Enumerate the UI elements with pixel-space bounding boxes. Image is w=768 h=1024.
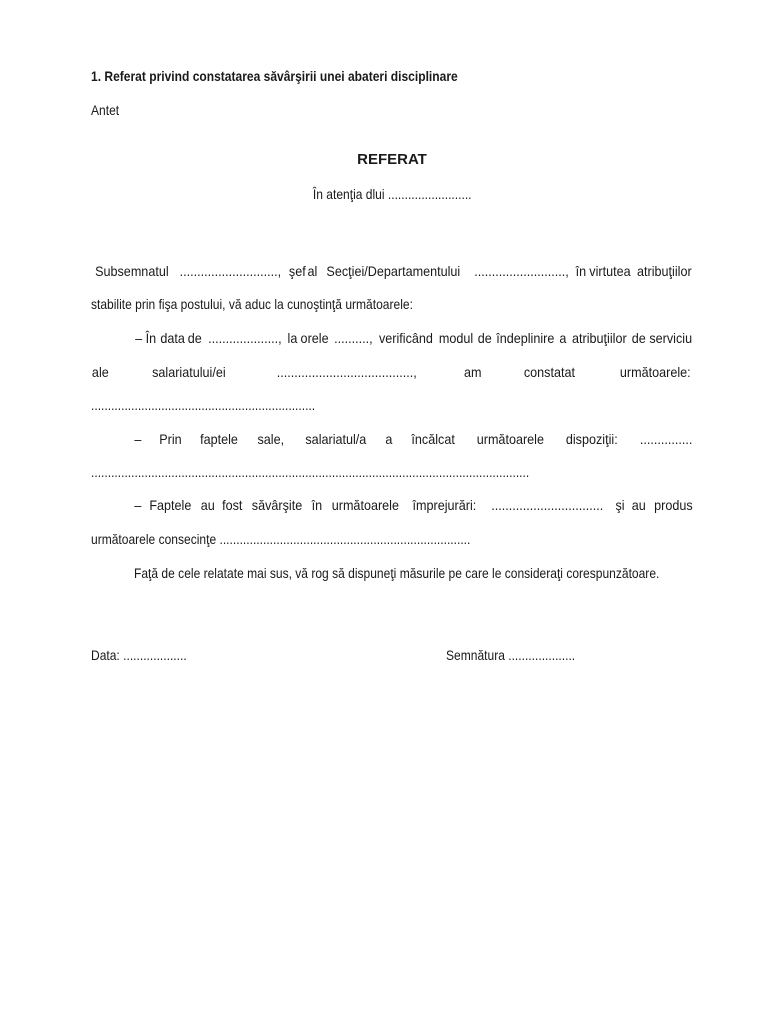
word: Prin: [158, 431, 182, 447]
letterhead-placeholder: Antet: [91, 102, 120, 118]
word: virtutea: [589, 263, 632, 279]
para1-line2: stabilite prin fişa postului, vă aduc la cunoştinţă următoarele:: [91, 296, 413, 312]
item3-line1: [134, 496, 695, 514]
word: ...............: [639, 431, 692, 447]
closing-sentence: Faţă de cele relatate mai sus, vă rog să dispuneţi măsurile pe care le consideraţi corespunzătoare.: [134, 565, 660, 581]
item2-line1: [134, 430, 695, 448]
word: am: [463, 364, 482, 380]
word: de: [188, 330, 203, 346]
item1-line3: ...................................................................: [91, 397, 316, 413]
document-title: REFERAT: [357, 151, 427, 168]
word: produs: [654, 497, 693, 513]
word: serviciu: [649, 330, 693, 346]
word: constatat: [523, 364, 575, 380]
word: următoarele: [331, 497, 400, 513]
word: sale,: [257, 431, 285, 447]
word: încălcat: [411, 431, 455, 447]
word: a: [385, 431, 393, 447]
word: atribuţiilor: [637, 263, 692, 279]
para1-line1: [91, 262, 695, 280]
word: al: [307, 263, 318, 279]
word: ..........................,: [473, 263, 569, 279]
document-heading: 1. Referat privind constatarea săvârşirii unei abateri disciplinare: [91, 68, 458, 84]
word: următoarele: [476, 431, 544, 447]
word: săvârşite: [252, 497, 303, 513]
word: atribuţiilor: [571, 330, 627, 346]
word: la: [287, 330, 298, 346]
word: modul: [439, 330, 474, 346]
word: ....................,: [208, 330, 282, 346]
word: .......................................,: [276, 364, 417, 380]
item2-line2: ...................................................................................................................................: [91, 464, 530, 480]
word: au: [631, 497, 646, 513]
word: –: [134, 431, 142, 447]
word: şef: [288, 263, 306, 279]
word: fost: [222, 497, 243, 513]
word: – În: [135, 330, 157, 346]
word: ................................: [491, 497, 604, 513]
word: verificând: [378, 330, 433, 346]
word: de: [631, 330, 646, 346]
word: Faptele: [149, 497, 192, 513]
word: orele: [300, 330, 329, 346]
signature-field: Semnătura ....................: [446, 647, 576, 663]
word: ale: [91, 364, 109, 380]
word: Secţiei/Departamentului: [326, 263, 461, 279]
word: au: [200, 497, 215, 513]
word: de: [477, 330, 492, 346]
word: Subsemnatul: [95, 263, 169, 279]
word: –: [134, 497, 142, 513]
item1-line2: [91, 363, 695, 381]
word: a: [559, 330, 567, 346]
word: salariatului/ei: [152, 364, 226, 380]
word: şi: [615, 497, 625, 513]
word: dispoziţii:: [566, 431, 618, 447]
item1-line1: [134, 329, 695, 347]
word: împrejurări:: [412, 497, 476, 513]
item3-line2: următoarele consecinţe ...........................................................................: [91, 531, 471, 547]
word: următoarele:: [620, 364, 692, 380]
word: salariatul/a: [304, 431, 366, 447]
word: ............................,: [179, 263, 281, 279]
word: ..........,: [333, 330, 373, 346]
word: îndeplinire: [496, 330, 555, 346]
word: faptele: [200, 431, 239, 447]
word: în: [311, 497, 322, 513]
attention-line: În atenţia dlui .........................: [312, 186, 472, 202]
word: în: [575, 263, 586, 279]
word: data: [160, 330, 185, 346]
date-field: Data: ...................: [91, 647, 187, 663]
